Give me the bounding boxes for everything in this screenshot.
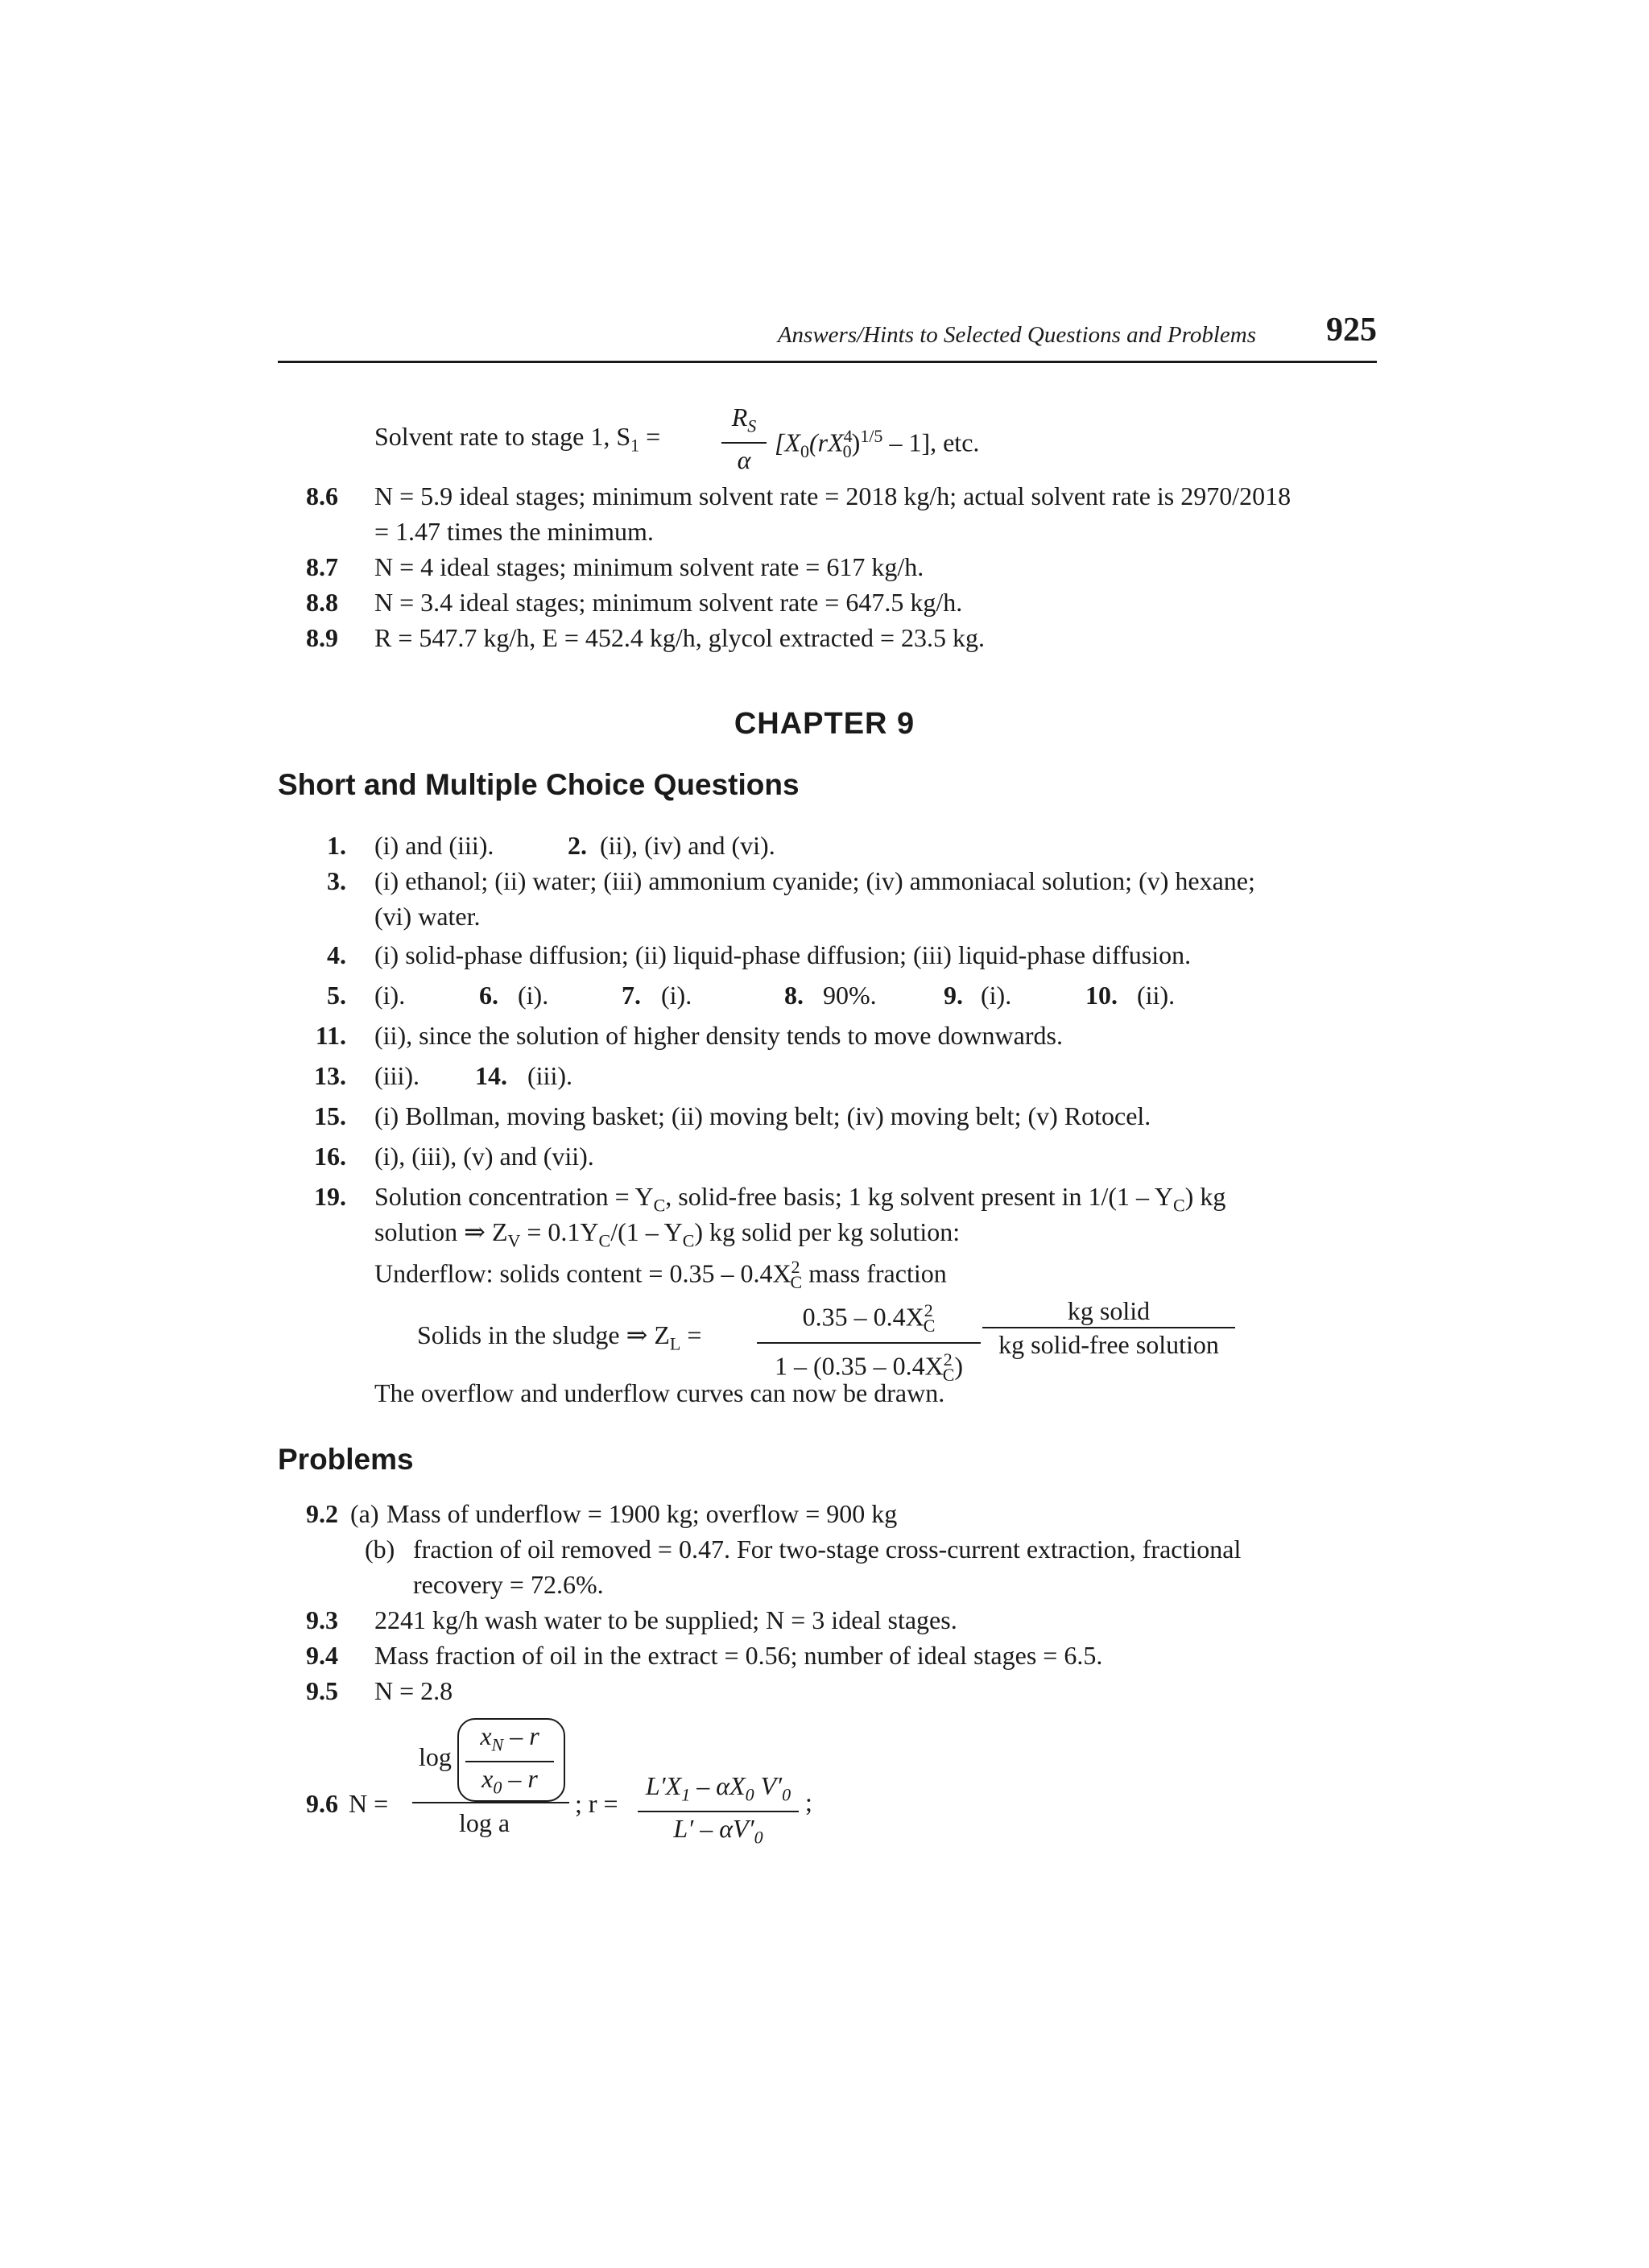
solvent-rate-equation: Solvent rate to stage 1, $S_1$ =	[374, 422, 661, 456]
p96-r-fraction: $\frac{L'X_1 - \alpha X_0 V'_0}{L' - \alpha V'_0}$	[638, 1770, 799, 1854]
sludge-units: kg solid kg solid-free solution	[982, 1295, 1235, 1361]
section-title-short: Short and Multiple Choice Questions	[278, 768, 800, 801]
solvent-rate-tail: $[X_0(rX^4_0)^{1/5} - 1]$, etc.	[775, 426, 980, 462]
page-number: 925	[1326, 312, 1377, 349]
solvent-rate-fraction: $\frac{R_S}{\alpha}$	[721, 401, 767, 476]
page-header	[278, 312, 1377, 363]
p96-denominator: log a	[459, 1808, 510, 1837]
p96-semicolon: ;	[805, 1787, 812, 1816]
chapter-title: CHAPTER 9	[734, 707, 915, 741]
p96-r-label: ; r =	[575, 1789, 618, 1818]
p96-main-fraction-bar	[412, 1802, 569, 1803]
section-title-problems: Problems	[278, 1443, 414, 1476]
p96-inner-fraction: $\frac{x_N - r}{x_0 - r}$	[465, 1720, 554, 1804]
running-head: Answers/Hints to Selected Questions and Problems	[777, 322, 1256, 348]
sludge-label: Solids in the sludge ⇒ $Z_L$ =	[417, 1320, 702, 1354]
p96-log-label: log	[419, 1742, 452, 1771]
answer-19-last: The overflow and underflow curves can now be drawn.	[374, 1378, 945, 1407]
sludge-fraction: $\frac{0.35 - 0.4X^2_C}{1 - (0.35 - 0.4X^2_C)}$	[757, 1295, 981, 1391]
